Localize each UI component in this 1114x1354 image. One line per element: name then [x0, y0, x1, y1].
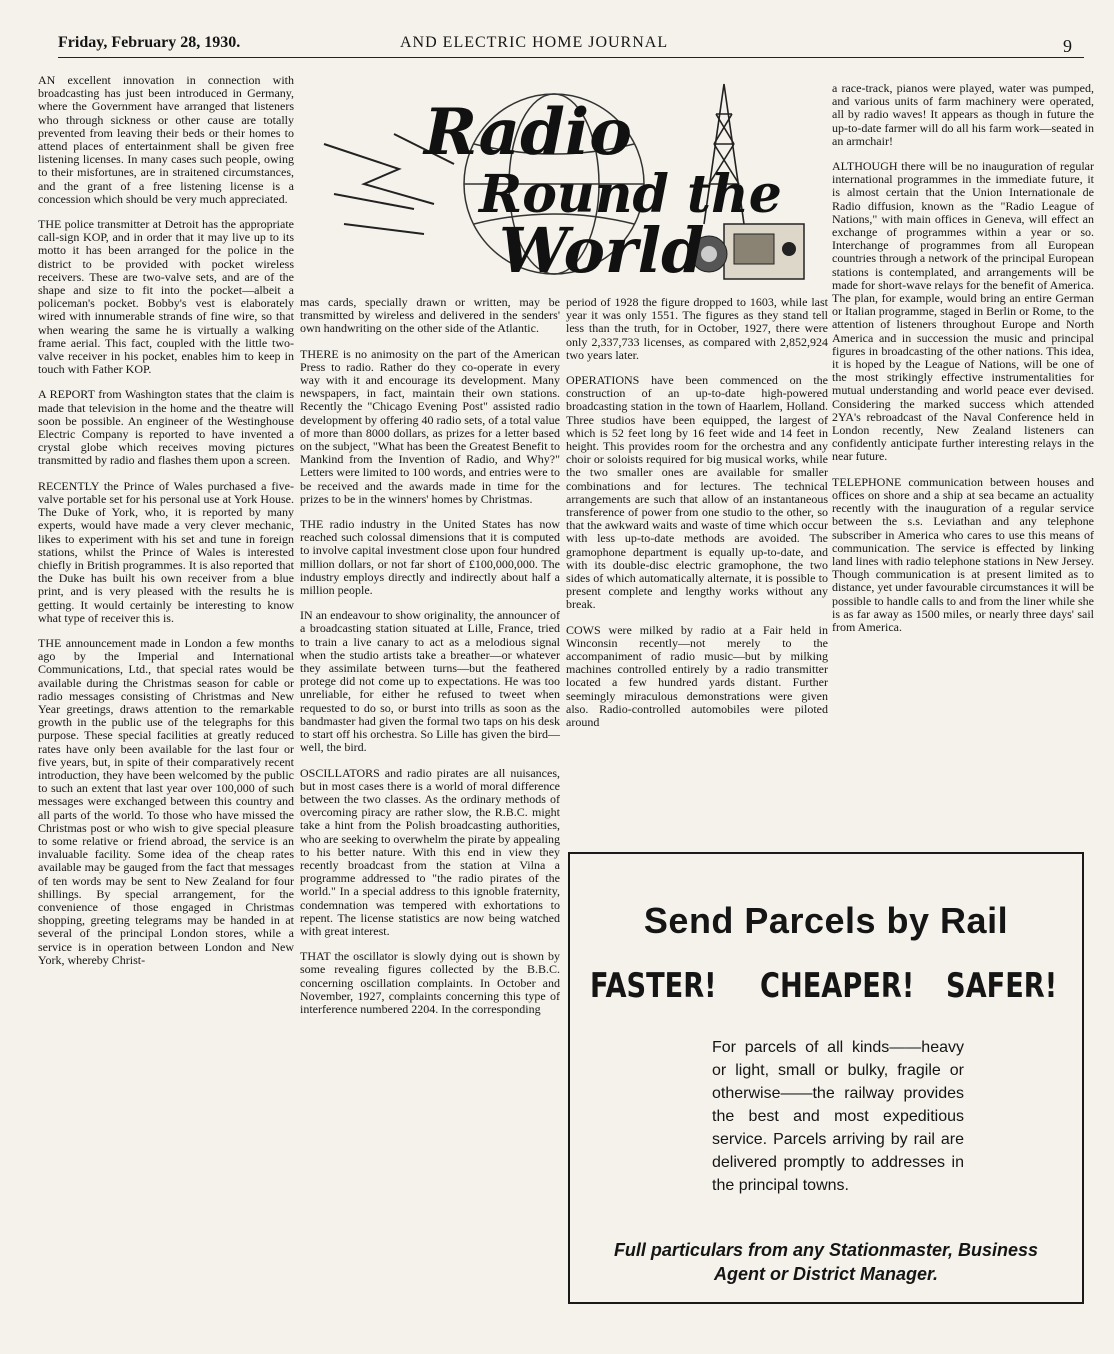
masthead-line-2: Round the	[479, 164, 782, 225]
article-germany: AN excellent innovation in connection with broadcasting has just been introduced in Germany, where the Government have arranged that listeners who through sickness or other cause are totally prevented from leaving their beds or their homes to attend places of entertainment shall be given free listening licenses. In many cases such people, owing to their misfortunes, are in straitened circumstances, and the grant of a free listening license is a concession which should be very much appreciated.	[38, 74, 294, 206]
rail-advertisement	[568, 852, 1084, 1304]
radio-set-icon	[691, 224, 804, 279]
advert-slogans	[588, 966, 1064, 1016]
column-1	[38, 74, 294, 1349]
header-rule	[58, 57, 1084, 58]
article-detroit: THE police transmitter at Detroit has the appropriate call-sign KOP, and in order that it may live up to its motto it has been arranged for the police in the district to be provided with pocket wireless receivers. These are two-valve sets, and are of the shape and size to fit into the pocket—albeit a policeman's pocket. Bobby's vest is elaborately wired with innumerable strands of fine wire, so that when wearing the same he is virtually a walking frame aerial. This fact, coupled with the little two-valve receiver in his pocket, enables him to keep in touch with Father KOP.	[38, 217, 294, 377]
article-london: THE announcement made in London a few months ago by the Imperial and International Communications, Ltd., that special rates would be available during the Christmas season for cable or radio messages consisting of Christmas and New Year greetings, draws attention to the remarkable growth in the public use of the telegraphs for this purpose. These special facilities at greatly reduced rates have only been available for the last four or five years, but, in spite of their comparatively recent introduction, they have been welcomed by the public to such an extent that last year over 100,000 of such messages were exchanged between this country and all parts of the world. To those who have missed the Christmas post or who wish to give special pleasure to some relative or friend abroad, the service is an invaluable facility. Some idea of the cheap rates available may be gauged from the fact that messages of ten words may be sent to New Zealand for four shillings. By special arrangement, for the convenience of those engaged in Christmas shopping, greeting telegrams may be handed in at several of the principal London stores, while a service is in operation between London and New York, whereby Christ-	[38, 635, 294, 967]
article-cows: COWS were milked by radio at a Fair held in Winconsin recently—not merely to the accompaniment of radio music—but by milking machines controlled entirely by a radio transmitter located a few hundred yards distant. Further seemingly miraculous demonstrations were given also. Radio-controlled automobiles were piloted around	[566, 622, 828, 730]
advert-title: Send Parcels by Rail	[643, 900, 1009, 941]
advert-body: For parcels of all kinds——heavy or light, small or bulky, fragile or otherwise——the railway provides the best and most expeditious service. Parcels arriving by rail are delivered promptly to addresses in the principal towns.	[712, 1039, 964, 1194]
journal-title: AND ELECTRIC HOME JOURNAL	[400, 34, 669, 51]
advert-footer-line-2: Agent or District Manager.	[713, 1264, 939, 1284]
article-london-continued: mas cards, specially drawn or written, may be transmitted by wireless and delivered in the senders' own handwriting on the other side of the Atlantic.	[300, 296, 560, 336]
article-international-programmes: ALTHOUGH there will be no inauguration of regular international programmes in the immediate future, it is almost certain that the Union Internationale de Radio diffusion, known as the "Radio League of Nations," with main offices in Geneva, will effect an exchange of programmes within a year or so. Interchange of programmes from all European countries through a network of the principal European stations is contemplated, and arrangements will be made for short-wave relays for the benefit of America. The plan, for example, would bring an entire German or Italian programme, staged in Berlin or Rome, to the attention of listeners throughout Europe and North America and in succession the music and principal figures in broadcasting of the other nations. This idea, it is hoped by the League of Nations, will be one of the most strikingly effective instrumentalities for mutual understanding and world peace ever devised. Considering the marked success which attended 2YA's rebroadcast of the Naval Conference held in London recently, New Zealand listeners can confidently anticipate further interesting relays in the near future.	[832, 159, 1094, 464]
masthead-line-1: Radio	[424, 95, 632, 170]
article-telephone: TELEPHONE communication between houses and offices on shore and a ship at sea became an actuality recently with the inauguration of a regular service between the s.s. Leviathan and any telephone subscriber in America who cares to use this means of communication. The service is effected by linking land lines with radio telephone stations in New Jersey. Though communication is at present limited as to distance, yet under favourable circumstances it will be possible to handle calls to and from the liner while she is as far away as 1500 miles, or nearly three days' sail from America.	[832, 474, 1094, 634]
slogan-cheaper: CHEAPER!	[760, 966, 915, 1006]
masthead-line-3: World	[499, 214, 705, 287]
article-american-press: THERE is no animosity on the part of the American Press to radio. Rather do they co-operate in every way with it and encourage its development. Many newspapers, in fact, maintain their own stations. Recently the "Chicago Evening Post" assisted radio development by offering 40 radio sets, of a total value of more than 8000 dollars, as prizes for a letter based on the subject, "What has been the Greatest Benefit to Mankind from the Invention of Radio, and Why?" Letters were limited to 100 words, and entries were to be received and the awards made in time for the prizes to be in the winners' homes by Christmas.	[300, 346, 560, 506]
column-4	[832, 82, 1094, 847]
column-3	[566, 296, 828, 841]
article-prince-of-wales: RECENTLY the Prince of Wales purchased a five-valve portable set for his personal use at York House. The Duke of York, who, it is reported by many experts, would have made a very clever mechanic, likes to experiment with his set and tune in foreign stations, whilst the Prince of Wales is interested chiefly in British programmes. It is also reported that the Duke has built his own receiver from a blue print, and is very pleased with the results he is getting. It would certainly be interesting to know what type of receiver this is.	[38, 478, 294, 625]
advert-footer	[578, 1238, 1074, 1286]
article-radio-industry: THE radio industry in the United States has now reached such colossal dimensions that it is computed to involve capital investment close upon four hundred million dollars, or not far short of £100,000,000. The industry employs directly and indirectly about half a million people.	[300, 517, 560, 598]
article-oscillators: OSCILLATORS and radio pirates are all nuisances, but in most cases there is a world of moral difference between the two classes. As the ordinary methods of overcoming piracy are rather slow, the R.B.C. might take a hint from the Polish broadcasting authorities, who are seeking to overwhelm the pirate by appealing to his better nature. With this end in view they recently broadcast from the station at Vilna a programme addressed to "the radio pirates of the world." In a special address to this ignoble fraternity, condemnation was tempered with exhortations to repent. The license statistics are now being watched with great interest.	[300, 765, 560, 938]
article-oscillator-continued: period of 1928 the figure dropped to 1603, while last year it was only 1551. The figures as they stand tell less than the truth, for in October, 1927, there were only 2,337,733 licenses, as compared with 2,852,924 two years later.	[566, 296, 828, 362]
slogan-faster: FASTER!	[590, 966, 717, 1006]
masthead-illustration	[304, 74, 824, 294]
page-number: 9	[1063, 36, 1072, 56]
issue-date: Friday, February 28, 1930.	[58, 34, 241, 51]
article-cows-continued: a race-track, pianos were played, water was pumped, and various units of farm machinery were operated, all by radio waves! It appears as though in future the up-to-date farmer will do all his farm work—seated in an armchair!	[832, 82, 1094, 148]
article-canary: IN an endeavour to show originality, the announcer of a broadcasting station situated at Lille, France, tried to train a live canary to act as a melodious signal when the studio artists take a breather—or whatever they assimilate between turns—but the feathered protege did not come up to expectations. He was too unreliable, for either he refused to tweet when requested to do so, or burst into trills as soon as the bandmaster had given the formal two taps on his desk to start off his orchestra. So Lille has given the bird—well, the bird.	[300, 608, 560, 755]
radio-round-the-world-masthead	[304, 74, 824, 294]
article-haarlem: OPERATIONS have been commenced on the construction of an up-to-date high-powered broadcasting station in the town of Haarlem, Holland. Three studios have been equipped, the largest of which is 52 feet long by 16 feet wide and 14 feet in height. This provides room for the orchestra and any choir or soloists required for big musical works, while the two smaller ones are available for smaller combinations and for lectures. The technical arrangements are such that allow of an instantaneous transference of power from one studio to the other, so that the awkward waits and waste of time which occur with less up-to-date methods are avoided. The gramophone department is equally up-to-date, and with its double-disc electric gramophone, the two sides of which automatically alternate, it is possible to present complete and lengthy works without any break.	[566, 373, 828, 612]
article-oscillator-dying: THAT the oscillator is slowly dying out is shown by some revealing figures collected by the B.B.C. concerning oscillation complaints. In October and November, 1927, complaints concerning this type of interference numbered 2204. In the corresponding	[300, 949, 560, 1016]
slogan-safer: SAFER!	[946, 966, 1058, 1006]
advert-footer-line-1: Full particulars from any Stationmaster, Business	[613, 1240, 1039, 1260]
article-washington: A REPORT from Washington states that the claim is made that television in the home and the theatre will soon be possible. An engineer of the Westinghouse Electric Company is reported to have invented a crystal globe which receives moving pictures transmitted by radio and flashes them upon a screen.	[38, 387, 294, 468]
column-2	[300, 296, 560, 1331]
page-header	[58, 34, 1084, 58]
